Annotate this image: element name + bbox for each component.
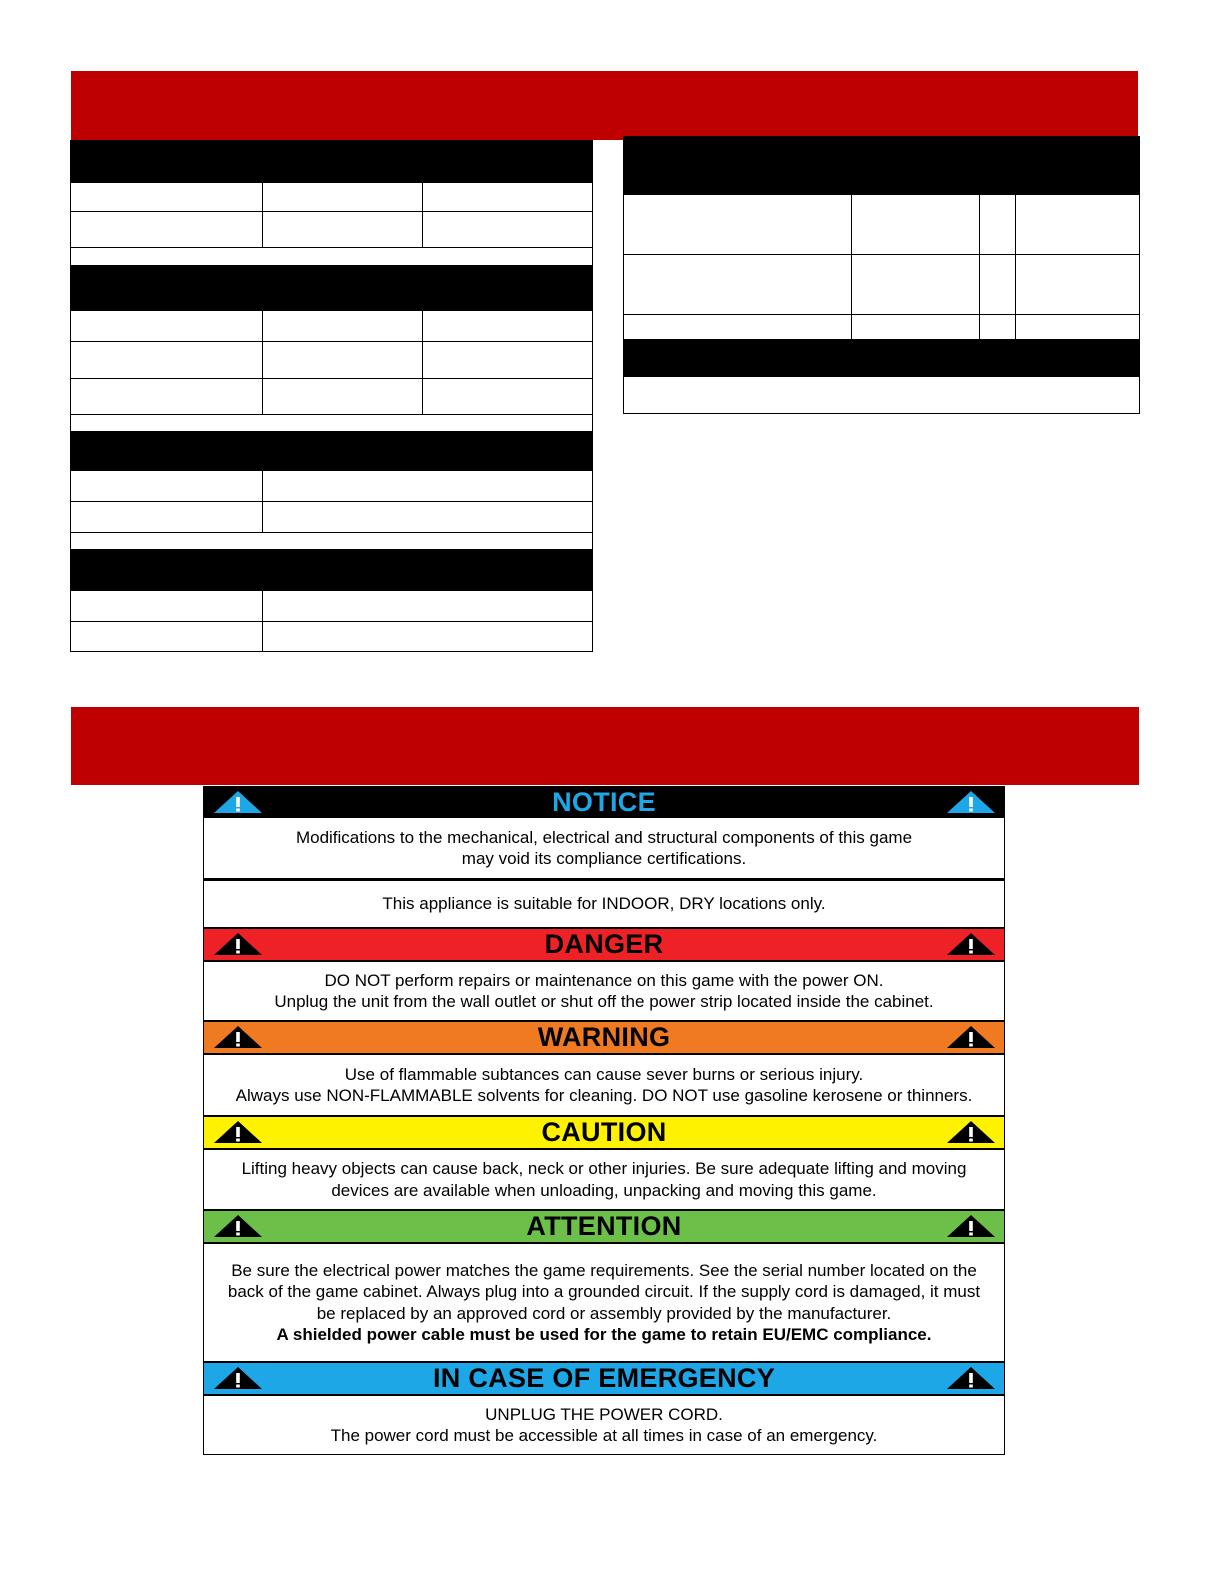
spec-table-1 xyxy=(70,182,593,248)
warning-body xyxy=(204,1055,1004,1115)
warning-triangle-icon xyxy=(213,1120,263,1144)
table-header-block-1 xyxy=(70,140,593,183)
emergency-text-line: The power cord must be accessible at all times in case of an emergency. xyxy=(330,1426,878,1445)
warning-triangle-icon xyxy=(213,1025,263,1049)
notice-body xyxy=(204,818,1004,878)
attention-text-line: Be sure the electrical power matches the game requirements. See the serial number located on the xyxy=(231,1260,977,1280)
table-header-block-4 xyxy=(70,549,593,591)
table-header-block-3 xyxy=(70,431,593,471)
attention-title: ATTENTION xyxy=(526,1211,682,1241)
attention-text-line: back of the game cabinet. Always plug into a grounded circuit. If the supply cord is damaged, it must xyxy=(227,1282,981,1301)
spec-table-3 xyxy=(70,470,593,533)
emergency-body xyxy=(204,1396,1004,1454)
attention-header xyxy=(204,1209,1004,1244)
table-spacer-2 xyxy=(70,413,593,432)
caution-body xyxy=(204,1150,1004,1209)
caution-header xyxy=(204,1115,1004,1150)
warning-title: WARNING xyxy=(537,1022,671,1052)
table-header-block-right xyxy=(623,136,1140,195)
spec-table-right-2 xyxy=(623,376,1140,414)
warning-triangle-icon xyxy=(946,1366,996,1390)
spec-table-4 xyxy=(70,590,593,652)
warning-header xyxy=(204,1020,1004,1055)
warning-triangle-icon xyxy=(946,1214,996,1238)
attention-bold-line: A shielded power cable must be used for the game to retain EU/EMC compliance. xyxy=(276,1325,932,1344)
warning-triangle-icon xyxy=(946,1120,996,1144)
warning-triangle-icon xyxy=(946,932,996,956)
warning-triangle-icon xyxy=(213,1214,263,1238)
notice-text-line: Modifications to the mechanical, electrical and structural components of this game xyxy=(295,827,913,847)
warning-triangle-icon xyxy=(213,1366,263,1390)
warning-text-line: Use of flammable subtances can cause sever burns or serious injury. xyxy=(344,1064,864,1084)
danger-title: DANGER xyxy=(544,929,664,959)
danger-body xyxy=(204,962,1004,1020)
table-spacer-3 xyxy=(70,531,593,550)
spec-table-2 xyxy=(70,310,593,415)
spec-table-right xyxy=(623,194,1140,341)
table-header-block-2 xyxy=(70,265,593,310)
warning-triangle-icon xyxy=(213,932,263,956)
danger-text-line: Unplug the unit from the wall outlet or shut off the power strip located inside the cabinet. xyxy=(274,992,934,1011)
table-spacer-1 xyxy=(70,247,593,266)
table-header-block-right-2 xyxy=(623,339,1140,377)
caution-text-line: devices are available when unloading, unpacking and moving this game. xyxy=(331,1180,877,1200)
warning-triangle-icon xyxy=(213,790,263,814)
notice-header xyxy=(204,787,1004,818)
notice-text-line: may void its compliance certifications. xyxy=(461,849,747,868)
attention-body xyxy=(204,1244,1004,1361)
notice-text-line: This appliance is suitable for INDOOR, DRY locations only. xyxy=(382,894,826,914)
warning-text-line: Always use NON-FLAMMABLE solvents for cleaning. DO NOT use gasoline kerosene or thinners. xyxy=(235,1086,973,1105)
emergency-text-line: UNPLUG THE POWER CORD. xyxy=(485,1404,723,1424)
caution-title: CAUTION xyxy=(541,1117,667,1147)
danger-text-line: DO NOT perform repairs or maintenance on this game with the power ON. xyxy=(324,970,884,990)
warning-triangle-icon xyxy=(946,1025,996,1049)
warning-triangle-icon xyxy=(946,790,996,814)
caution-text-line: Lifting heavy objects can cause back, neck or other injuries. Be sure adequate lifting and moving xyxy=(241,1159,967,1178)
attention-text-line: be replaced by an approved cord or assembly provided by the manufacturer. xyxy=(316,1303,892,1323)
danger-header xyxy=(204,927,1004,962)
notice-body-2 xyxy=(204,881,1004,927)
emergency-header xyxy=(204,1361,1004,1396)
notice-title: NOTICE xyxy=(552,787,656,817)
section-header-bar-top xyxy=(71,71,1138,140)
emergency-title: IN CASE OF EMERGENCY xyxy=(432,1363,776,1393)
safety-labels xyxy=(203,786,1005,1455)
section-header-bar-bottom xyxy=(71,707,1139,785)
